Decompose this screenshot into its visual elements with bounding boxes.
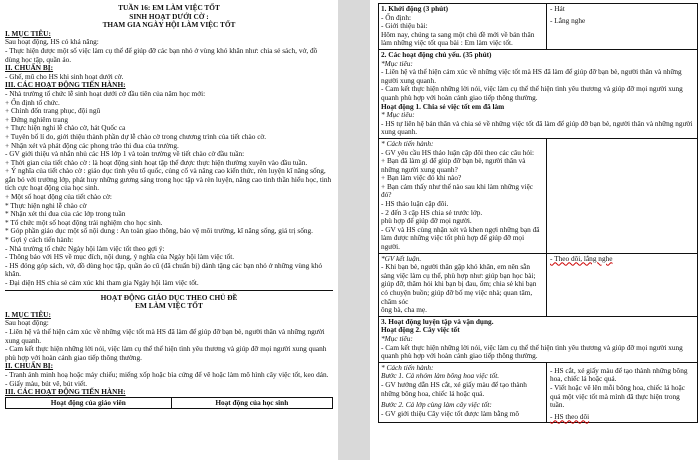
cell-line: - Ổn định: [381, 12, 411, 22]
text-line: - Nhà trường tổ chức lễ sinh hoạt dưới cờ đầu tiên của năm học mới: [5, 88, 206, 98]
text-line: - Ghế, mũ cho HS khi sinh hoạt dưới cờ. [5, 71, 124, 81]
student-column-header: Hoạt động của học sinh [171, 397, 332, 409]
cell-line: * Mục tiêu: [381, 110, 415, 120]
text-line: - HS đóng góp sách, vở, đồ dùng học tập, quần áo cũ (đã chuẩn bị) dành tặng các bạn nhỏ ở những vùng khó khăn. [5, 260, 323, 279]
cell-line: Hoạt động 2. Cây việc tốt [381, 325, 460, 335]
text-line: Sau hoạt động, HS có khả năng: [5, 37, 99, 47]
table-row [379, 4, 697, 50]
cell-line: *GV kết luận. [381, 253, 422, 263]
text-line: + Chỉnh đốn trang phục, đội ngũ [5, 106, 101, 116]
text-line: - Nhà trường tổ chức Ngày hội làm việc tốt theo gợi ý: [5, 243, 165, 253]
student-cell [547, 139, 697, 253]
section-heading: III. CÁC HOẠT ĐỘNG TIẾN HÀNH: [5, 80, 126, 90]
text-line: + Một số hoạt động của tiết chào cờ: [5, 192, 112, 202]
text-line: + Tuyên bố lí do, giới thiệu thành phần dự lễ chào cờ trong chương trình của tiết chào cờ. [5, 131, 267, 141]
cell-line: - Lắng nghe [550, 15, 586, 25]
student-cell [547, 363, 697, 423]
text-line: - Cam kết thực hiện những lời nói, việc làm cụ thể thể hiện tình yêu thương và giúp đỡ mọi người xung quanh phù hợp với hoàn cảnh giao tiếp thông thường. [5, 344, 327, 362]
cell-line: - Giới thiệu bài: [381, 21, 428, 31]
text-line: + Thực hiện nghi lễ chào cờ, hát Quốc ca [5, 123, 126, 133]
section-title-line: EM LÀM VIỆC TỐT [135, 301, 203, 311]
cell-line: - Hát [550, 4, 565, 13]
lesson-title-line: SINH HOẠT DƯỚI CỜ : [129, 11, 209, 21]
teacher-cell [379, 139, 547, 253]
cell-line: phù hợp để giúp đỡ mọi người. [381, 216, 472, 226]
section-heading: II. CHUẨN BỊ: [5, 361, 54, 371]
text-line: + Ý nghĩa của tiết chào cờ : giáo dục tình yêu tổ quốc, củng cố và nâng cao kiến thức, rèn luyện kĩ năng sống, gắn bó với trường lớp, phát huy những gương sáng trong học tập và rèn luyện, nâng cao tinh thần hiếu học, tinh tích cực hoạt động của học sinh. [5, 166, 332, 193]
lesson-title-line: THAM GIA NGÀY HỘI LÀM VIỆC TỐT [102, 20, 236, 30]
text-line: - GV giới thiệu và nhắn nhủ các HS lớp 1 và toàn trường về tiết chào cờ đầu tuần: [5, 149, 245, 159]
cell-line: Hoạt động 1. Chia sẻ việc tốt em đã làm [381, 101, 505, 111]
cell-line: - GV giới thiệu Cây việc tốt được làm bằng mô [381, 408, 519, 418]
merged-cell [379, 317, 697, 362]
cell-line: * Cách tiến hành: [381, 138, 434, 148]
cell-line: - GV hướng dẫn HS cắt, xé giấy màu để tạo thành những bông hoa, chiếc lá hoặc quả. [381, 379, 527, 398]
teacher-cell [379, 254, 547, 316]
text-line: Sau hoạt động: [5, 318, 49, 328]
text-line: + Thời gian của tiết chào cờ : là hoạt động sinh hoạt tập thể được thực hiện thường xuyên vào đầu tuần. [5, 157, 308, 167]
cell-line: - HS thảo luận cặp đôi. [381, 199, 449, 209]
cell-line: - Viết hoặc vẽ lên mỗi bông hoa, chiếc lá hoặc quả một việc tốt mà mình đã thực hiện trong tuần. [550, 382, 685, 410]
table-row [379, 317, 697, 363]
cell-line: Bước 2. Cả lớp cùng làm cây việc tốt: [381, 400, 492, 410]
cell-line: - Cam kết thực hiện những lời nói, việc làm cụ thể thể hiện tình yêu thương và giúp đỡ mọi người xung quanh phù hợp với hoàn cảnh giao tiếp thông thường. [381, 342, 683, 361]
text-line: * Góp phần giáo dục một số nội dung : An toàn giao thông, bảo vệ môi trường, kĩ năng sống, giá trị sống. [5, 226, 313, 236]
table-row [379, 363, 697, 423]
section-heading: II. CHUẨN BỊ: [5, 63, 54, 73]
section-heading: I. MỤC TIÊU: [5, 28, 51, 38]
section-heading: III. CÁC HOẠT ĐỘNG TIẾN HÀNH: [5, 387, 126, 397]
left-document-page [0, 0, 338, 460]
lesson-body [5, 30, 333, 288]
text-line: - Tranh ảnh minh hoạ hoặc máy chiếu; miếng xốp hoặc bìa cứng để vẽ hoặc làm mô hình cây việc tốt, keo dán. [5, 369, 329, 379]
cell-line: + Bạn làm việc đó khi nào? [381, 173, 462, 183]
cell-line: - 2 đến 3 cặp HS chia sẻ trước lớp. [381, 207, 483, 217]
right-document-page [370, 0, 700, 460]
cell-line: - Khi bạn bè, người thân gặp khó khăn, em nên sẵn sàng việc làm cụ thể, phù hợp như: giúp bạn học bài; giúp đỡ, thăm hỏi khi bạn bị đau, ốm; chia sẻ khi bạn có chuyện buồn; giúp đỡ bố mẹ việc nhà; quan tâm, chăm sóc [381, 262, 537, 306]
cell-line: 2. Các hoạt động chủ yếu. (35 phút) [381, 49, 492, 59]
section-divider [5, 290, 333, 291]
cell-line: - Theo dõi, lắng nghe [550, 253, 613, 263]
cell-line: - GV yêu cầu HS thảo luận cặp đôi theo các câu hỏi: [381, 147, 535, 157]
cell-line: - GV và HS cùng nhận xét và khen ngợi những bạn đã làm được những việc tốt phù hợp để giúp đỡ mọi người. [381, 224, 540, 252]
activity-table [378, 3, 698, 423]
cell-line: - HS theo dõi [550, 411, 590, 421]
section-title-block [5, 294, 333, 311]
teacher-cell [379, 4, 547, 49]
cell-line: - HS tự liên hệ bản thân và chia sẻ về những việc tốt đã làm để giúp đỡ bạn bè, người thân và những người xung quanh. [381, 118, 693, 137]
text-line: - Liên hệ và thể hiện cảm xúc về những việc tốt mà HS đã làm để giúp đỡ bạn bè, người thân và những người xung quanh. [5, 326, 325, 345]
cell-line: *Mục tiêu: [381, 58, 413, 68]
text-line: + Đứng nghiêm trang [5, 114, 68, 124]
section-heading: I. MỤC TIÊU: [5, 309, 51, 319]
text-line: * Nhận xét thi đua của các lớp trong tuần [5, 209, 126, 219]
lesson-title-line: TUẦN 16: EM LÀM VIỆC TỐT [118, 3, 220, 12]
cell-line: 1. Khởi động (3 phút) [381, 4, 449, 13]
section-body [5, 311, 333, 397]
text-line: * Gợi ý cách tiến hành: [5, 235, 74, 245]
section-title-line: HOẠT ĐỘNG GIÁO DỤC THEO CHỦ ĐỀ [100, 292, 238, 302]
table-row [379, 50, 697, 139]
cell-line: Bước 1. Cả nhóm làm bông hoa việc tốt. [381, 371, 500, 381]
text-line: - Thực hiện được một số việc làm cụ thể để giúp đỡ các bạn nhỏ ở vùng khó khăn như: chia sẻ sách, vở, đồ dùng học tập, quần áo. [5, 45, 318, 64]
activity-table-header [5, 397, 333, 410]
cell-line: + Bạn cảm thấy như thế nào sau khi làm những việc đó? [381, 181, 534, 200]
cell-line: * Cách tiến hành: [381, 362, 434, 372]
cell-line: - Liên hệ và thể hiện cảm xúc về những việc tốt mà HS đã làm để giúp đỡ bạn bè, người thân và những người xung quanh. [381, 67, 682, 85]
cell-line: ông bà, cha mẹ. [381, 305, 427, 315]
cell-line: - Cam kết thực hiện những lời nói, việc làm cụ thể thể hiện tình yêu thương và giúp đỡ mọi người xung quanh phù hợp với hoàn cảnh giao tiếp thông thường. [381, 84, 683, 102]
cell-line: + Bạn đã làm gì để giúp đỡ bạn bè, người thân và những người xung quanh? [381, 156, 526, 174]
table-row [379, 139, 697, 254]
text-line: - Giấy màu, bút vẽ, bút viết. [5, 378, 88, 388]
text-line: + Nhận xét và phát động các phong trào thi đua của trường. [5, 140, 179, 150]
text-line: + Ổn định tổ chức. [5, 97, 60, 107]
lesson-title-block [5, 4, 333, 30]
cell-line: Hôm nay, chúng ta sang một chủ đề mới về bản thân làm những việc tốt qua bài : Em làm việc tốt. [381, 29, 535, 48]
table-row [379, 254, 697, 317]
cell-line: *Mục tiêu: [381, 333, 413, 343]
merged-cell [379, 50, 697, 138]
cell-line: 3. Hoạt động luyện tập và vận dụng. [381, 316, 494, 326]
cell-line: - HS cắt, xé giấy màu để tạo thành những bông hoa, chiếc lá hoặc quả. [550, 365, 688, 384]
text-line: * Thực hiện nghi lễ chào cờ [5, 200, 87, 210]
text-line: - Thông báo với HS về mục đích, nội dung, ý nghĩa của Ngày hội làm việc tốt. [5, 252, 235, 262]
teacher-cell [379, 363, 547, 423]
student-cell [547, 254, 697, 316]
student-cell [547, 4, 697, 49]
text-line: - Đại diện HS chia sẻ cảm xúc khi tham gia Ngày hội làm việc tốt. [5, 278, 199, 287]
text-line: * Tổ chức một số hoạt động trải nghiệm cho học sinh. [5, 217, 163, 227]
teacher-column-header: Hoạt động của giáo viên [6, 397, 172, 409]
